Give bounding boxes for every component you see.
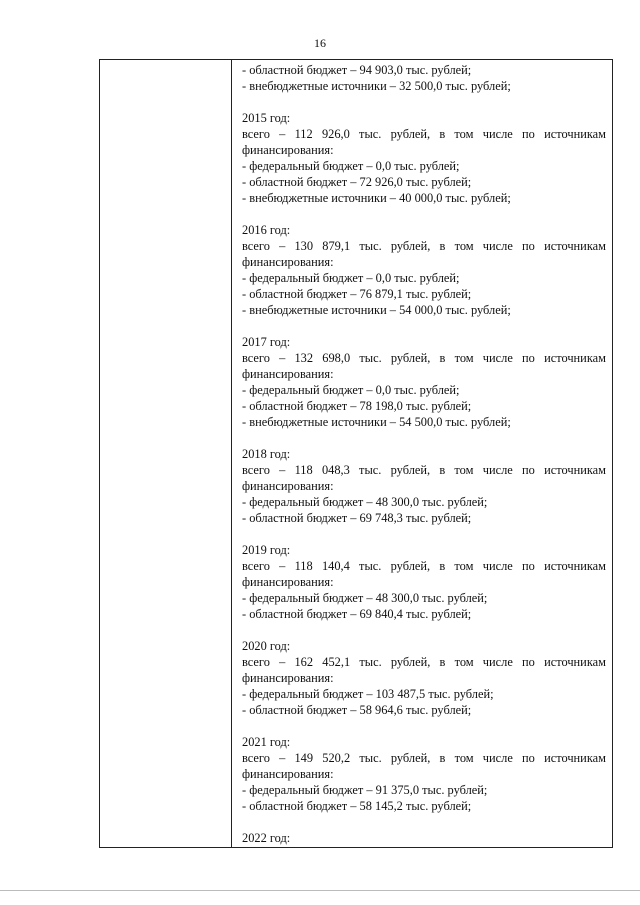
year-block xyxy=(242,734,606,814)
year-funding-label: финансирования: xyxy=(242,575,334,589)
year-funding-label: финансирования: xyxy=(242,479,334,493)
funding-item: - областной бюджет – 76 879,1 тыс. рублей; xyxy=(242,287,472,301)
year-total: всего – 118 140,4 тыс. рублей, в том числе по источникам xyxy=(242,559,606,573)
page-bottom-rule xyxy=(0,890,640,891)
year-heading: 2018 год: xyxy=(242,447,291,461)
funding-item: - федеральный бюджет – 48 300,0 тыс. рублей; xyxy=(242,591,488,605)
funding-item: - областной бюджет – 69 748,3 тыс. рублей; xyxy=(242,511,472,525)
year-block xyxy=(242,222,606,318)
funding-item: - федеральный бюджет – 48 300,0 тыс. рублей; xyxy=(242,495,488,509)
year-heading: 2020 год: xyxy=(242,639,291,653)
year-heading: 2019 год: xyxy=(242,543,291,557)
year-block xyxy=(242,334,606,430)
year-block xyxy=(242,110,606,206)
year-total: всего – 132 698,0 тыс. рублей, в том числе по источникам xyxy=(242,351,606,365)
year-funding-label: финансирования: xyxy=(242,671,334,685)
intro-line: - областной бюджет – 94 903,0 тыс. рублей; xyxy=(242,63,472,77)
funding-table xyxy=(99,59,613,848)
year-funding-label: финансирования: xyxy=(242,367,334,381)
funding-item: - федеральный бюджет – 91 375,0 тыс. рублей; xyxy=(242,783,488,797)
year-total: всего – 130 879,1 тыс. рублей, в том числе по источникам xyxy=(242,239,606,253)
year-funding-label: финансирования: xyxy=(242,255,334,269)
funding-item: - федеральный бюджет – 0,0 тыс. рублей; xyxy=(242,383,460,397)
funding-item: - областной бюджет – 78 198,0 тыс. рублей; xyxy=(242,399,472,413)
funding-item: - внебюджетные источники – 54 000,0 тыс. рублей; xyxy=(242,303,511,317)
year-funding-label: финансирования: xyxy=(242,767,334,781)
funding-item: - внебюджетные источники – 40 000,0 тыс. рублей; xyxy=(242,191,511,205)
column-divider xyxy=(231,60,232,847)
funding-item: - федеральный бюджет – 0,0 тыс. рублей; xyxy=(242,271,460,285)
year-heading: 2022 год: xyxy=(242,831,291,845)
year-block xyxy=(242,638,606,718)
year-block xyxy=(242,446,606,526)
funding-item: - областной бюджет – 72 926,0 тыс. рублей; xyxy=(242,175,472,189)
year-heading: 2021 год: xyxy=(242,735,291,749)
year-total: всего – 162 452,1 тыс. рублей, в том числе по источникам xyxy=(242,655,606,669)
funding-item: - областной бюджет – 69 840,4 тыс. рублей; xyxy=(242,607,472,621)
year-total: всего – 112 926,0 тыс. рублей, в том числе по источникам xyxy=(242,127,606,141)
year-total: всего – 118 048,3 тыс. рублей, в том числе по источникам xyxy=(242,463,606,477)
year-block xyxy=(242,542,606,622)
year-heading: 2015 год: xyxy=(242,111,291,125)
intro-line: - внебюджетные источники – 32 500,0 тыс. рублей; xyxy=(242,79,511,93)
year-total: всего – 149 520,2 тыс. рублей, в том числе по источникам xyxy=(242,751,606,765)
funding-cell xyxy=(242,62,606,846)
funding-item: - областной бюджет – 58 964,6 тыс. рублей; xyxy=(242,703,472,717)
funding-item: - федеральный бюджет – 0,0 тыс. рублей; xyxy=(242,159,460,173)
year-heading: 2016 год: xyxy=(242,223,291,237)
funding-item: - федеральный бюджет – 103 487,5 тыс. рублей; xyxy=(242,687,494,701)
funding-item: - областной бюджет – 58 145,2 тыс. рублей; xyxy=(242,799,472,813)
page-number: 16 xyxy=(314,36,326,50)
year-heading: 2017 год: xyxy=(242,335,291,349)
funding-item: - внебюджетные источники – 54 500,0 тыс. рублей; xyxy=(242,415,511,429)
year-funding-label: финансирования: xyxy=(242,143,334,157)
